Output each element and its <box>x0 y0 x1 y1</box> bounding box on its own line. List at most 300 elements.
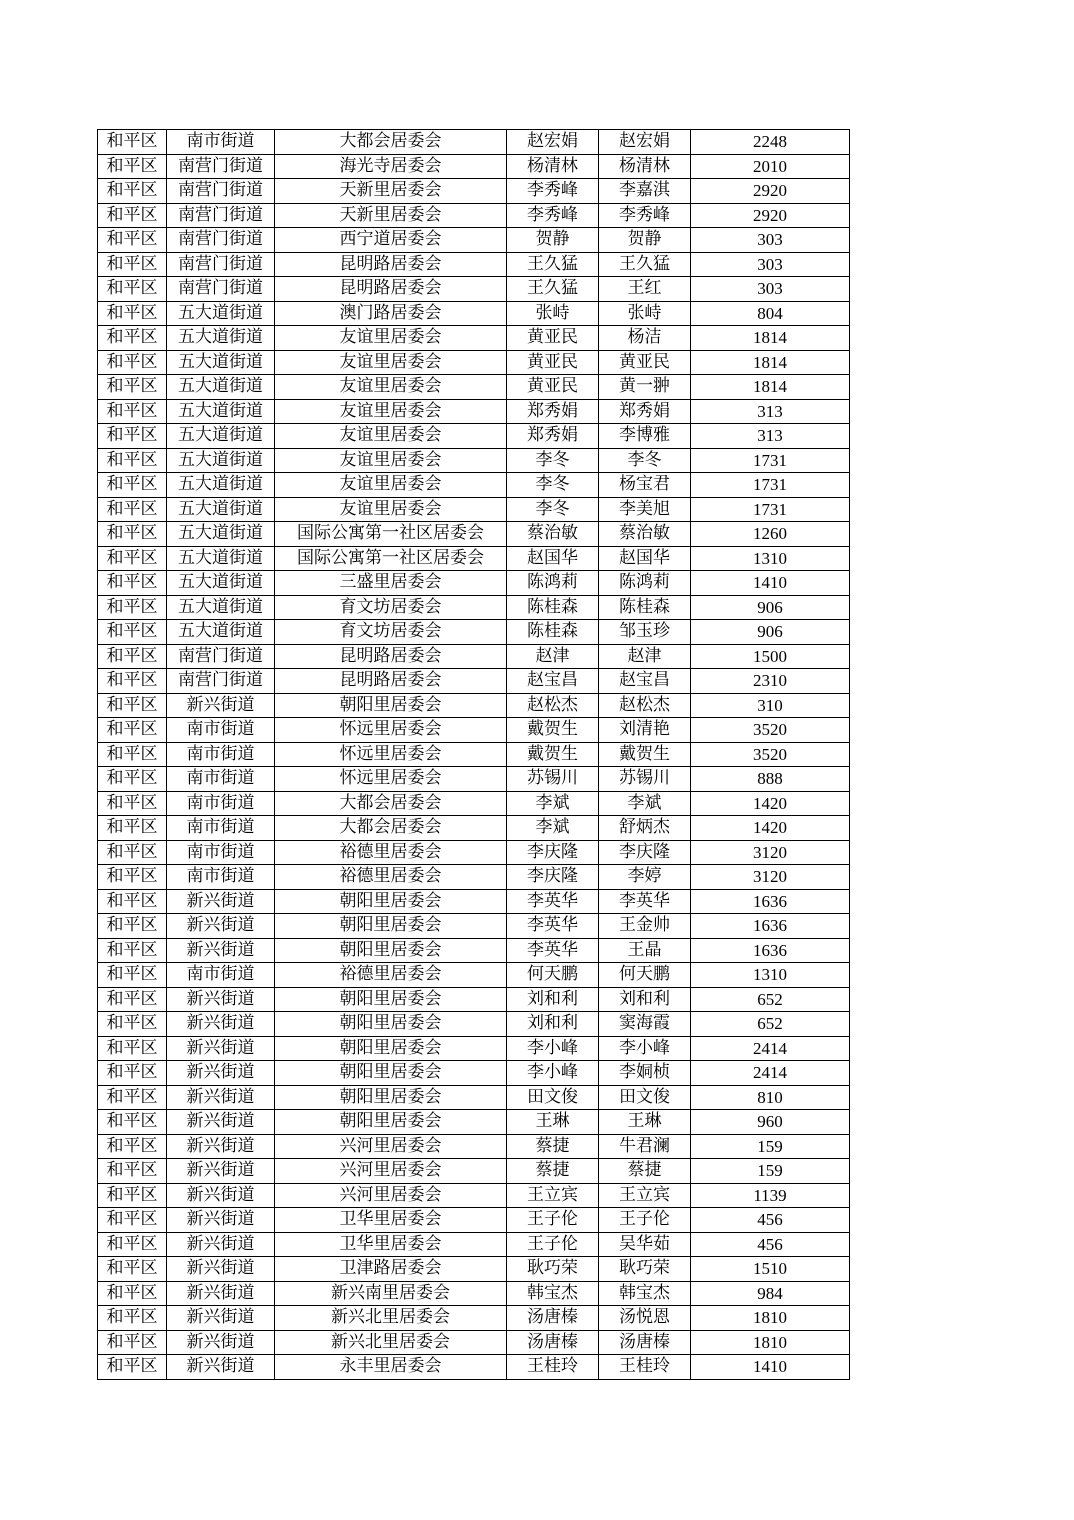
table-row <box>98 938 850 963</box>
person-cell: 王琳 <box>599 1110 691 1135</box>
amount-cell: 3120 <box>691 840 850 865</box>
district-cell: 和平区 <box>98 767 167 792</box>
person-cell: 赵宏娟 <box>599 130 691 155</box>
contact-cell: 王子伦 <box>507 1232 599 1257</box>
person-cell: 李嘉淇 <box>599 179 691 204</box>
table-row <box>98 473 850 498</box>
amount-cell: 310 <box>691 693 850 718</box>
committee-cell: 朝阳里居委会 <box>275 693 507 718</box>
committee-cell: 友谊里居委会 <box>275 473 507 498</box>
person-cell: 汤唐榛 <box>599 1330 691 1355</box>
district-cell: 和平区 <box>98 816 167 841</box>
amount-cell: 984 <box>691 1281 850 1306</box>
district-cell: 和平区 <box>98 1330 167 1355</box>
table-row <box>98 816 850 841</box>
street-cell: 南营门街道 <box>167 154 275 179</box>
committee-cell: 昆明路居委会 <box>275 252 507 277</box>
amount-cell: 1636 <box>691 914 850 939</box>
district-cell: 和平区 <box>98 791 167 816</box>
amount-cell: 3520 <box>691 742 850 767</box>
street-cell: 五大道街道 <box>167 448 275 473</box>
contact-cell: 杨清林 <box>507 154 599 179</box>
committee-cell: 新兴北里居委会 <box>275 1330 507 1355</box>
contact-cell: 郑秀娟 <box>507 424 599 449</box>
committee-cell: 朝阳里居委会 <box>275 938 507 963</box>
amount-cell: 1510 <box>691 1257 850 1282</box>
person-cell: 韩宝杰 <box>599 1281 691 1306</box>
table-row <box>98 375 850 400</box>
district-cell: 和平区 <box>98 130 167 155</box>
contact-cell: 李小峰 <box>507 1036 599 1061</box>
person-cell: 赵松杰 <box>599 693 691 718</box>
street-cell: 新兴街道 <box>167 1330 275 1355</box>
table-row <box>98 1110 850 1135</box>
committee-cell: 友谊里居委会 <box>275 350 507 375</box>
person-cell: 牛君澜 <box>599 1134 691 1159</box>
amount-cell: 1731 <box>691 473 850 498</box>
committee-cell: 朝阳里居委会 <box>275 914 507 939</box>
district-cell: 和平区 <box>98 1085 167 1110</box>
table-row <box>98 1232 850 1257</box>
amount-cell: 1731 <box>691 448 850 473</box>
table-row <box>98 1134 850 1159</box>
street-cell: 新兴街道 <box>167 889 275 914</box>
table-row <box>98 963 850 988</box>
contact-cell: 李冬 <box>507 473 599 498</box>
committee-cell: 友谊里居委会 <box>275 375 507 400</box>
committee-cell: 兴河里居委会 <box>275 1159 507 1184</box>
amount-cell: 1814 <box>691 350 850 375</box>
amount-cell: 804 <box>691 301 850 326</box>
amount-cell: 1636 <box>691 938 850 963</box>
street-cell: 南营门街道 <box>167 644 275 669</box>
person-cell: 陈鸿莉 <box>599 571 691 596</box>
street-cell: 新兴街道 <box>167 1012 275 1037</box>
amount-cell: 456 <box>691 1208 850 1233</box>
committee-cell: 友谊里居委会 <box>275 424 507 449</box>
table-row <box>98 742 850 767</box>
table-row <box>98 889 850 914</box>
contact-cell: 王久猛 <box>507 277 599 302</box>
street-cell: 新兴街道 <box>167 1134 275 1159</box>
table-row <box>98 571 850 596</box>
committee-cell: 海光寺居委会 <box>275 154 507 179</box>
street-cell: 南市街道 <box>167 816 275 841</box>
district-cell: 和平区 <box>98 203 167 228</box>
amount-cell: 1810 <box>691 1306 850 1331</box>
contact-cell: 赵津 <box>507 644 599 669</box>
committee-cell: 裕德里居委会 <box>275 865 507 890</box>
person-cell: 何天鹏 <box>599 963 691 988</box>
amount-cell: 1310 <box>691 546 850 571</box>
street-cell: 南市街道 <box>167 718 275 743</box>
district-cell: 和平区 <box>98 1134 167 1159</box>
committee-cell: 兴河里居委会 <box>275 1183 507 1208</box>
amount-cell: 2920 <box>691 203 850 228</box>
person-cell: 田文俊 <box>599 1085 691 1110</box>
committee-cell: 卫华里居委会 <box>275 1208 507 1233</box>
contact-cell: 陈鸿莉 <box>507 571 599 596</box>
committee-cell: 昆明路居委会 <box>275 669 507 694</box>
contact-cell: 李英华 <box>507 889 599 914</box>
contact-cell: 苏锡川 <box>507 767 599 792</box>
committee-cell: 怀远里居委会 <box>275 742 507 767</box>
street-cell: 南市街道 <box>167 963 275 988</box>
person-cell: 李庆隆 <box>599 840 691 865</box>
table-row <box>98 865 850 890</box>
district-cell: 和平区 <box>98 1012 167 1037</box>
amount-cell: 888 <box>691 767 850 792</box>
person-cell: 李小峰 <box>599 1036 691 1061</box>
table-row <box>98 448 850 473</box>
person-cell: 杨洁 <box>599 326 691 351</box>
table-row <box>98 1159 850 1184</box>
table-row <box>98 1281 850 1306</box>
person-cell: 舒炳杰 <box>599 816 691 841</box>
street-cell: 南市街道 <box>167 865 275 890</box>
amount-cell: 906 <box>691 595 850 620</box>
district-cell: 和平区 <box>98 1257 167 1282</box>
amount-cell: 159 <box>691 1159 850 1184</box>
district-cell: 和平区 <box>98 1183 167 1208</box>
contact-cell: 田文俊 <box>507 1085 599 1110</box>
committee-cell: 天新里居委会 <box>275 179 507 204</box>
table-row <box>98 546 850 571</box>
person-cell: 苏锡川 <box>599 767 691 792</box>
person-cell: 贺静 <box>599 228 691 253</box>
table-row <box>98 277 850 302</box>
district-cell: 和平区 <box>98 1355 167 1380</box>
table-row <box>98 1012 850 1037</box>
person-cell: 王子伦 <box>599 1208 691 1233</box>
person-cell: 蔡捷 <box>599 1159 691 1184</box>
street-cell: 五大道街道 <box>167 571 275 596</box>
table-row <box>98 1061 850 1086</box>
district-cell: 和平区 <box>98 1159 167 1184</box>
committee-cell: 朝阳里居委会 <box>275 1085 507 1110</box>
district-cell: 和平区 <box>98 154 167 179</box>
table-row <box>98 644 850 669</box>
person-cell: 赵津 <box>599 644 691 669</box>
table-row <box>98 1085 850 1110</box>
amount-cell: 2920 <box>691 179 850 204</box>
district-cell: 和平区 <box>98 889 167 914</box>
contact-cell: 韩宝杰 <box>507 1281 599 1306</box>
amount-cell: 159 <box>691 1134 850 1159</box>
district-cell: 和平区 <box>98 399 167 424</box>
committee-cell: 国际公寓第一社区居委会 <box>275 546 507 571</box>
contact-cell: 陈桂森 <box>507 595 599 620</box>
contact-cell: 李庆隆 <box>507 840 599 865</box>
committee-cell: 朝阳里居委会 <box>275 1012 507 1037</box>
amount-cell: 3120 <box>691 865 850 890</box>
table-row <box>98 767 850 792</box>
street-cell: 新兴街道 <box>167 1306 275 1331</box>
person-cell: 吴华茹 <box>599 1232 691 1257</box>
contact-cell: 赵宏娟 <box>507 130 599 155</box>
person-cell: 耿巧荣 <box>599 1257 691 1282</box>
street-cell: 南市街道 <box>167 840 275 865</box>
contact-cell: 何天鹏 <box>507 963 599 988</box>
district-cell: 和平区 <box>98 326 167 351</box>
committee-cell: 朝阳里居委会 <box>275 1036 507 1061</box>
committee-cell: 西宁道居委会 <box>275 228 507 253</box>
person-cell: 黄一翀 <box>599 375 691 400</box>
committee-cell: 新兴北里居委会 <box>275 1306 507 1331</box>
district-cell: 和平区 <box>98 375 167 400</box>
committee-cell: 怀远里居委会 <box>275 718 507 743</box>
table-row <box>98 1036 850 1061</box>
contact-cell: 赵松杰 <box>507 693 599 718</box>
street-cell: 五大道街道 <box>167 497 275 522</box>
person-cell: 窦海霞 <box>599 1012 691 1037</box>
street-cell: 新兴街道 <box>167 1036 275 1061</box>
amount-cell: 2310 <box>691 669 850 694</box>
contact-cell: 李秀峰 <box>507 179 599 204</box>
contact-cell: 蔡捷 <box>507 1134 599 1159</box>
person-cell: 戴贺生 <box>599 742 691 767</box>
committee-cell: 昆明路居委会 <box>275 644 507 669</box>
contact-cell: 刘和利 <box>507 1012 599 1037</box>
contact-cell: 耿巧荣 <box>507 1257 599 1282</box>
table-row <box>98 620 850 645</box>
contact-cell: 汤唐榛 <box>507 1330 599 1355</box>
committee-cell: 育文坊居委会 <box>275 595 507 620</box>
amount-cell: 313 <box>691 424 850 449</box>
person-cell: 王金帅 <box>599 914 691 939</box>
amount-cell: 1814 <box>691 375 850 400</box>
committee-cell: 大都会居委会 <box>275 791 507 816</box>
contact-cell: 蔡治敏 <box>507 522 599 547</box>
table-row <box>98 1330 850 1355</box>
district-cell: 和平区 <box>98 424 167 449</box>
person-cell: 李博雅 <box>599 424 691 449</box>
person-cell: 郑秀娟 <box>599 399 691 424</box>
contact-cell: 郑秀娟 <box>507 399 599 424</box>
table-row <box>98 228 850 253</box>
committee-cell: 友谊里居委会 <box>275 497 507 522</box>
amount-cell: 1810 <box>691 1330 850 1355</box>
person-cell: 李冬 <box>599 448 691 473</box>
person-cell: 李婷 <box>599 865 691 890</box>
street-cell: 新兴街道 <box>167 1183 275 1208</box>
street-cell: 五大道街道 <box>167 326 275 351</box>
table-row <box>98 424 850 449</box>
amount-cell: 652 <box>691 1012 850 1037</box>
street-cell: 新兴街道 <box>167 1355 275 1380</box>
district-cell: 和平区 <box>98 840 167 865</box>
person-cell: 王晶 <box>599 938 691 963</box>
committee-cell: 永丰里居委会 <box>275 1355 507 1380</box>
table-row <box>98 203 850 228</box>
district-cell: 和平区 <box>98 1281 167 1306</box>
committee-cell: 国际公寓第一社区居委会 <box>275 522 507 547</box>
district-cell: 和平区 <box>98 938 167 963</box>
committee-cell: 大都会居委会 <box>275 130 507 155</box>
committee-cell: 三盛里居委会 <box>275 571 507 596</box>
person-cell: 李秀峰 <box>599 203 691 228</box>
committee-cell: 怀远里居委会 <box>275 767 507 792</box>
amount-cell: 2010 <box>691 154 850 179</box>
district-cell: 和平区 <box>98 669 167 694</box>
contact-cell: 黄亚民 <box>507 350 599 375</box>
street-cell: 五大道街道 <box>167 546 275 571</box>
table-row <box>98 350 850 375</box>
district-cell: 和平区 <box>98 742 167 767</box>
street-cell: 五大道街道 <box>167 595 275 620</box>
committee-cell: 友谊里居委会 <box>275 448 507 473</box>
committee-cell: 友谊里居委会 <box>275 399 507 424</box>
street-cell: 新兴街道 <box>167 1232 275 1257</box>
person-cell: 王立宾 <box>599 1183 691 1208</box>
street-cell: 南市街道 <box>167 767 275 792</box>
amount-cell: 313 <box>691 399 850 424</box>
table-row <box>98 399 850 424</box>
contact-cell: 戴贺生 <box>507 718 599 743</box>
contact-cell: 李斌 <box>507 791 599 816</box>
street-cell: 南营门街道 <box>167 252 275 277</box>
district-cell: 和平区 <box>98 1232 167 1257</box>
table-row <box>98 669 850 694</box>
contact-cell: 王子伦 <box>507 1208 599 1233</box>
street-cell: 新兴街道 <box>167 914 275 939</box>
amount-cell: 1139 <box>691 1183 850 1208</box>
amount-cell: 456 <box>691 1232 850 1257</box>
street-cell: 南营门街道 <box>167 203 275 228</box>
district-cell: 和平区 <box>98 252 167 277</box>
committee-cell: 育文坊居委会 <box>275 620 507 645</box>
table-row <box>98 301 850 326</box>
committee-cell: 朝阳里居委会 <box>275 1110 507 1135</box>
contact-cell: 李庆隆 <box>507 865 599 890</box>
amount-cell: 810 <box>691 1085 850 1110</box>
person-cell: 杨清林 <box>599 154 691 179</box>
street-cell: 南营门街道 <box>167 179 275 204</box>
district-cell: 和平区 <box>98 1208 167 1233</box>
table-row <box>98 154 850 179</box>
amount-cell: 652 <box>691 987 850 1012</box>
street-cell: 新兴街道 <box>167 1085 275 1110</box>
committee-cell: 兴河里居委会 <box>275 1134 507 1159</box>
person-cell: 李美旭 <box>599 497 691 522</box>
district-cell: 和平区 <box>98 448 167 473</box>
committee-cell: 卫津路居委会 <box>275 1257 507 1282</box>
amount-cell: 1636 <box>691 889 850 914</box>
contact-cell: 陈桂森 <box>507 620 599 645</box>
committee-cell: 朝阳里居委会 <box>275 889 507 914</box>
district-cell: 和平区 <box>98 546 167 571</box>
district-cell: 和平区 <box>98 718 167 743</box>
contact-cell: 李秀峰 <box>507 203 599 228</box>
amount-cell: 960 <box>691 1110 850 1135</box>
street-cell: 五大道街道 <box>167 350 275 375</box>
amount-cell: 1310 <box>691 963 850 988</box>
contact-cell: 王桂玲 <box>507 1355 599 1380</box>
amount-cell: 1731 <box>691 497 850 522</box>
district-cell: 和平区 <box>98 1306 167 1331</box>
contact-cell: 刘和利 <box>507 987 599 1012</box>
amount-cell: 1410 <box>691 1355 850 1380</box>
amount-cell: 303 <box>691 277 850 302</box>
street-cell: 新兴街道 <box>167 1281 275 1306</box>
street-cell: 新兴街道 <box>167 1257 275 1282</box>
person-cell: 王红 <box>599 277 691 302</box>
person-cell: 杨宝君 <box>599 473 691 498</box>
district-cell: 和平区 <box>98 1036 167 1061</box>
committee-cell: 昆明路居委会 <box>275 277 507 302</box>
table-row <box>98 252 850 277</box>
district-cell: 和平区 <box>98 1061 167 1086</box>
table-body <box>98 130 850 1380</box>
amount-cell: 1260 <box>691 522 850 547</box>
district-cell: 和平区 <box>98 963 167 988</box>
street-cell: 五大道街道 <box>167 473 275 498</box>
district-cell: 和平区 <box>98 350 167 375</box>
amount-cell: 1814 <box>691 326 850 351</box>
street-cell: 五大道街道 <box>167 301 275 326</box>
contact-cell: 黄亚民 <box>507 326 599 351</box>
street-cell: 南市街道 <box>167 130 275 155</box>
street-cell: 新兴街道 <box>167 938 275 963</box>
person-cell: 刘清艳 <box>599 718 691 743</box>
person-cell: 蔡治敏 <box>599 522 691 547</box>
amount-cell: 1410 <box>691 571 850 596</box>
contact-cell: 李冬 <box>507 497 599 522</box>
committee-cell: 卫华里居委会 <box>275 1232 507 1257</box>
person-cell: 邹玉珍 <box>599 620 691 645</box>
street-cell: 新兴街道 <box>167 1159 275 1184</box>
committee-cell: 朝阳里居委会 <box>275 987 507 1012</box>
table-row <box>98 914 850 939</box>
district-cell: 和平区 <box>98 620 167 645</box>
person-cell: 刘和利 <box>599 987 691 1012</box>
person-cell: 汤悦恩 <box>599 1306 691 1331</box>
contact-cell: 黄亚民 <box>507 375 599 400</box>
amount-cell: 1500 <box>691 644 850 669</box>
table-row <box>98 522 850 547</box>
person-cell: 李斌 <box>599 791 691 816</box>
person-cell: 李英华 <box>599 889 691 914</box>
amount-cell: 303 <box>691 228 850 253</box>
district-cell: 和平区 <box>98 595 167 620</box>
contact-cell: 王立宾 <box>507 1183 599 1208</box>
district-cell: 和平区 <box>98 301 167 326</box>
person-cell: 王久猛 <box>599 252 691 277</box>
committee-cell: 天新里居委会 <box>275 203 507 228</box>
person-cell: 张峙 <box>599 301 691 326</box>
table-row <box>98 1208 850 1233</box>
street-cell: 新兴街道 <box>167 987 275 1012</box>
district-cell: 和平区 <box>98 693 167 718</box>
table-row <box>98 693 850 718</box>
street-cell: 新兴街道 <box>167 1110 275 1135</box>
district-cell: 和平区 <box>98 644 167 669</box>
street-cell: 南市街道 <box>167 742 275 767</box>
amount-cell: 2248 <box>691 130 850 155</box>
amount-cell: 3520 <box>691 718 850 743</box>
amount-cell: 2414 <box>691 1036 850 1061</box>
street-cell: 南营门街道 <box>167 228 275 253</box>
contact-cell: 李斌 <box>507 816 599 841</box>
contact-cell: 赵宝昌 <box>507 669 599 694</box>
district-cell: 和平区 <box>98 277 167 302</box>
committee-cell: 澳门路居委会 <box>275 301 507 326</box>
table-row <box>98 987 850 1012</box>
district-cell: 和平区 <box>98 497 167 522</box>
committee-cell: 裕德里居委会 <box>275 963 507 988</box>
person-cell: 王桂玲 <box>599 1355 691 1380</box>
district-cell: 和平区 <box>98 987 167 1012</box>
